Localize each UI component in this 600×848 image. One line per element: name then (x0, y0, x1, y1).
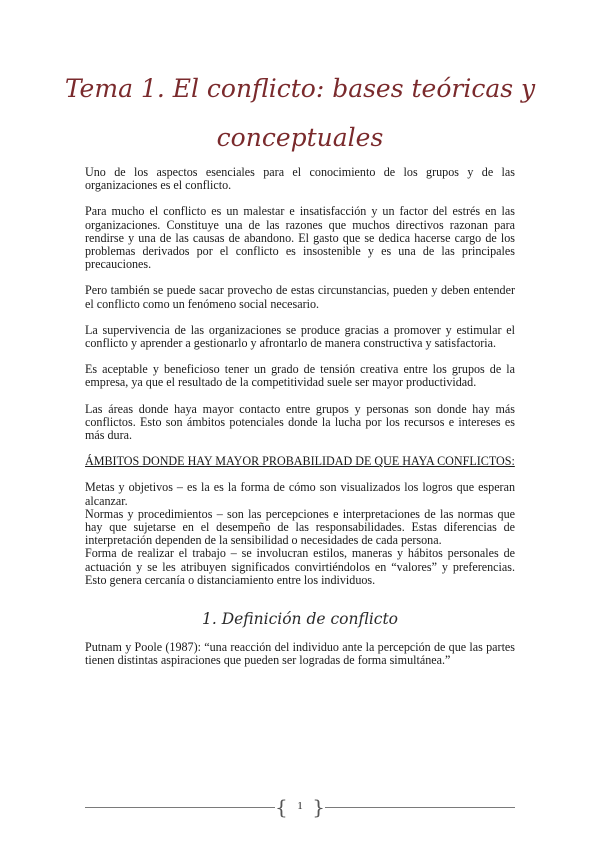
page-footer (85, 796, 515, 820)
footer-bracket-right: } (312, 795, 325, 819)
definition-paragraph: Putnam y Poole (1987): “una reacción del individuo ante la percepción de que las partes tienen distintas aspiraciones que pueden ser logradas de forma simultánea.” (85, 640, 515, 668)
title-line-2: conceptuales (216, 123, 384, 152)
title-line-1: Tema 1. El conflicto: bases teóricas y (64, 74, 536, 103)
document-title (60, 64, 540, 162)
ambitos-item: Metas y objetivos – es la es la forma de cómo son visualizados los logros que esperan alcanzar. (85, 480, 515, 508)
footer-bracket-left: { (275, 795, 288, 819)
paragraph: La supervivencia de las organizaciones se produce gracias a promover y estimular el conflicto y aprender a gestionarlo y afrontarlo de manera constructiva y satisfactoria. (85, 322, 515, 351)
paragraph: Es aceptable y beneficioso tener un grado de tensión creativa entre los grupos de la empresa, ya que el resultado de la competitividad suele ser mayor productividad. (85, 362, 515, 390)
paragraph: Para mucho el conflicto es un malestar e insatisfacción y un factor del estrés en las organizaciones. Constituye una de las razones que muchos directivos razonan para rendirse y una de las causas de abandono. El gasto que se dedica hacerse cargo de los problemas derivados por el conflicto es insostenible y es una de las principales precauciones. (85, 204, 515, 272)
ambitos-heading: ÁMBITOS DONDE HAY MAYOR PROBABILIDAD DE QUE HAYA CONFLICTOS: (85, 454, 515, 469)
paragraph: Uno de los aspectos esenciales para el conocimiento de los grupos y de las organizaciones es el conflicto. (85, 165, 515, 193)
footer-rule-right (325, 807, 515, 808)
document-body (85, 166, 515, 667)
paragraph: Las áreas donde haya mayor contacto entre grupos y personas son donde hay más conflictos. Esto son ámbitos potenciales donde la lucha por los recursos e intereses es más dura. (85, 401, 515, 443)
ambitos-item: Forma de realizar el trabajo – se involucran estilos, maneras y hábitos personales de actuación y se les atribuyen significados convirtiéndolos en “valores” y preferencias. Esto genera cercanía o distanciamiento entre los individuos. (85, 546, 515, 587)
page-number: 1 (297, 800, 303, 812)
section-heading-definicion: 1. Definición de conflicto (201, 610, 399, 629)
ambitos-item: Normas y procedimientos – son las percepciones e interpretaciones de las normas que hay que sujetarse en el desempeño de las responsabilidades. Estas diferencias de interpretación dependen de la sensibilidad o necesidades de cada persona. (85, 506, 515, 548)
paragraph: Pero también se puede sacar provecho de estas circunstancias, pueden y deben entender el conflicto como un fenómeno social necesario. (85, 283, 515, 311)
